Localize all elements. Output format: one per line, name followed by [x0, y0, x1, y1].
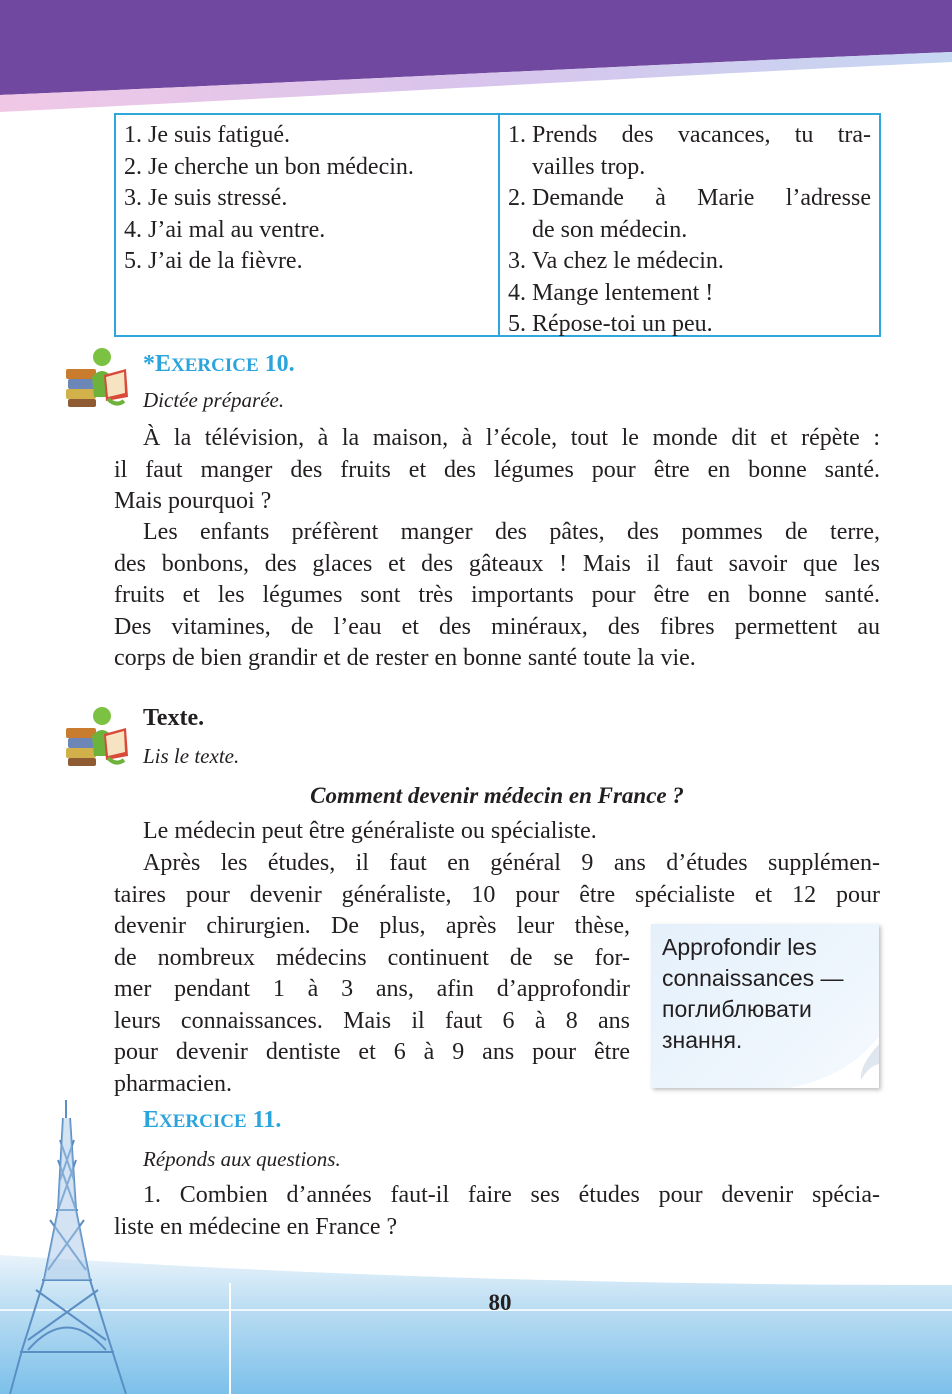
list-item: 4. J’ai mal au ventre.	[124, 216, 326, 243]
exercise-10-paragraph-1	[114, 423, 880, 518]
vocabulary-note	[651, 924, 879, 1088]
text-line: leurs connaissances. Mais il faut 6 à 8 ans	[114, 1007, 630, 1034]
header-band	[0, 0, 952, 125]
list-item: 3. Va chez le médecin.	[508, 248, 724, 274]
list-item: 2. Demande à Marie l’adresse de son médecin.	[508, 183, 871, 246]
text-line: Des vitamines, de l’eau et des minéraux, des fibres permettent au	[114, 613, 880, 640]
list-item: 3. Je suis stressé.	[124, 185, 288, 211]
item-line: Prends des vacances, tu tra-	[532, 122, 871, 148]
reading-books-icon	[64, 706, 134, 768]
note-line: connaissances —	[662, 965, 844, 991]
text-line: À la télévision, à la maison, à l’école, tout le monde dit et répète :	[143, 425, 880, 451]
texte-paragraph-2	[114, 848, 880, 911]
note-line: Approfondir les	[662, 934, 817, 960]
exercise-11-instruction: Réponds aux questions.	[143, 1147, 341, 1171]
eiffel-tower-icon	[8, 1100, 128, 1394]
text-line: Après les études, il faut en général 9 ans d’études supplémen-	[143, 850, 880, 876]
matching-table	[114, 113, 881, 337]
list-item: 1. Je suis fatigué.	[124, 122, 290, 148]
text-line: il faut manger des fruits et des légumes pour être en bonne santé.	[114, 456, 880, 483]
text-line: mer pendant 1 à 3 ans, afin d’approfondir	[114, 976, 630, 1002]
text-line: de nombreux médecins continuent de se for-	[114, 944, 630, 971]
table-left-column	[116, 115, 500, 335]
reading-books-icon	[64, 347, 134, 409]
item-line: Demande à Marie l’adresse	[532, 185, 871, 211]
text-line: des bonbons, des glaces et des gâteaux ! Mais il faut savoir que les	[114, 550, 880, 577]
texte-instruction: Lis le texte.	[143, 744, 240, 768]
text-line: liste en médecine en France ?	[114, 1213, 398, 1240]
table-right-column	[500, 115, 879, 335]
text-line: Le médecin peut être généraliste ou spécialiste.	[143, 818, 597, 844]
exercise-10-heading: *EXERCICE 10.	[143, 351, 295, 377]
exercise-10-paragraph-2	[114, 517, 880, 675]
text-line: devenir chirurgien. De plus, après leur thèse,	[114, 913, 630, 939]
text-line: pharmacien.	[114, 1070, 232, 1097]
list-item: 5. J’ai de la fièvre.	[124, 248, 303, 274]
list-item: 4. Mange lentement !	[508, 279, 714, 306]
texte-paragraph-1	[114, 816, 880, 848]
exercise-10-instruction: Dictée préparée.	[143, 388, 285, 412]
list-item: 2. Je cherche un bon médecin.	[124, 153, 414, 180]
text-line: fruits et les légumes sont très importants pour être en bonne santé.	[114, 582, 880, 608]
note-line: знання.	[662, 1027, 743, 1053]
text-line: pour devenir dentiste et 6 à 9 ans pour être	[114, 1039, 630, 1065]
text-line: taires pour devenir généraliste, 10 pour être spécialiste et 12 pour	[114, 881, 880, 908]
text-line: 1. Combien d’années faut-il faire ses études pour devenir spécia-	[143, 1182, 880, 1208]
texte-title: Comment devenir médecin en France ?	[310, 783, 684, 808]
footer-band	[0, 1255, 952, 1394]
list-item: 1. Prends des vacances, tu tra- vailles trop.	[508, 120, 871, 183]
text-line: corps de bien grandir et de rester en bonne santé toute la vie.	[114, 645, 696, 671]
page-curl-icon	[789, 1036, 879, 1088]
text-line: Mais pourquoi ?	[114, 488, 272, 514]
note-line: поглиблювати	[662, 996, 812, 1022]
list-item: 5. Répose-toi un peu.	[508, 311, 713, 337]
texte-heading: Texte.	[143, 705, 205, 731]
item-line: vailles trop.	[532, 153, 646, 180]
text-line: Les enfants préfèrent manger des pâtes, des pommes de terre,	[143, 519, 880, 545]
exercise-11-heading: EXERCICE 11.	[143, 1107, 282, 1133]
texte-paragraph-2-narrow	[114, 911, 630, 1100]
item-line: de son médecin.	[532, 216, 688, 243]
exercise-11-question	[114, 1180, 880, 1243]
page-number: 80	[488, 1290, 512, 1315]
